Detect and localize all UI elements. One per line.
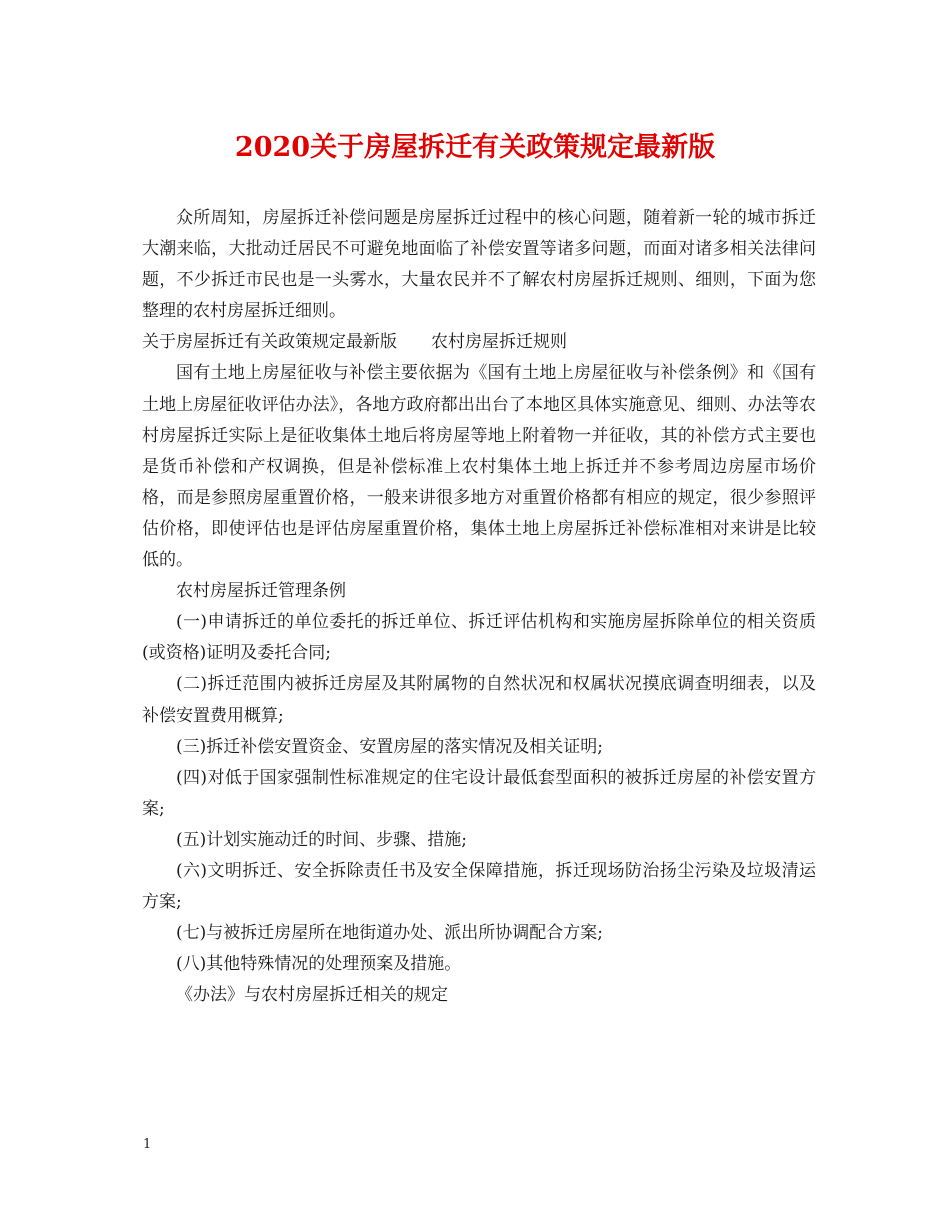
list-item-6: (六)文明拆迁、安全拆除责任书及安全保障措施，拆迁现场防治扬尘污染及垃圾清运方案; bbox=[142, 860, 816, 913]
list-item-4: (四)对低于国家强制性标准规定的住宅设计最低套型面积的被拆迁房屋的补偿安置方案; bbox=[142, 767, 816, 819]
list-item-7: (七)与被拆迁房屋所在地街道办处、派出所协调配合方案; bbox=[176, 923, 603, 944]
list-item-5: (五)计划实施动迁的时间、步骤、措施; bbox=[176, 829, 467, 850]
document-title: 2020关于房屋拆迁有关政策规定最新版 bbox=[234, 132, 716, 163]
paragraph-subheading: 关于房屋拆迁有关政策规定最新版 农村房屋拆迁规则 bbox=[142, 332, 567, 353]
list-item-1: (一)申请拆迁的单位委托的拆迁单位、拆迁评估机构和实施房屋拆除单位的相关资质(或资格)证明及委托合同; bbox=[142, 612, 816, 664]
document-body bbox=[142, 203, 816, 1011]
list-item-2: (二)拆迁范围内被拆迁房屋及其附属物的自然状况和权属状况摸底调查明细表，以及补偿安置费用概算; bbox=[142, 674, 816, 726]
list-item-8: (八)其他特殊情况的处理预案及措施。 bbox=[176, 954, 462, 975]
page-number: 1 bbox=[143, 1137, 152, 1152]
list-item-3: (三)拆迁补偿安置资金、安置房屋的落实情况及相关证明; bbox=[176, 736, 603, 757]
paragraph-policy-basis: 国有土地上房屋征收与补偿主要依据为《国有土地上房屋征收与补偿条例》和《国有土地上房屋征收评估办法》，各地方政府都出出台了本地区具体实施意见、细则、办法等农村房屋拆迁实际上是征收集体土地后将房屋等地上附着物一并征收，其的补偿方式主要也是货币补偿和产权调换，但是补偿标准上农村集体土地上拆迁并不参考周边房屋市场价格，而是参照房屋重置价格，一般来讲很多地方对重置价格都有相应的规定，很少参照评估价格，即使评估也是评估房屋重置价格，集体土地上房屋拆迁补偿标准相对来讲是比较低的。 bbox=[142, 363, 816, 571]
paragraph-regulations-heading: 《办法》与农村房屋拆迁相关的规定 bbox=[176, 985, 448, 1006]
paragraph-section-heading: 农村房屋拆迁管理条例 bbox=[176, 581, 346, 602]
paragraph-intro: 众所周知，房屋拆迁补偿问题是房屋拆迁过程中的核心问题，随着新一轮的城市拆迁大潮来临，大批动迁居民不可避免地面临了补偿安置等诸多问题，而面对诸多相关法律问题，不少拆迁市民也是一头雾水，大量农民并不了解农村房屋拆迁规则、细则，下面为您整理的农村房屋拆迁细则。 bbox=[142, 208, 816, 322]
